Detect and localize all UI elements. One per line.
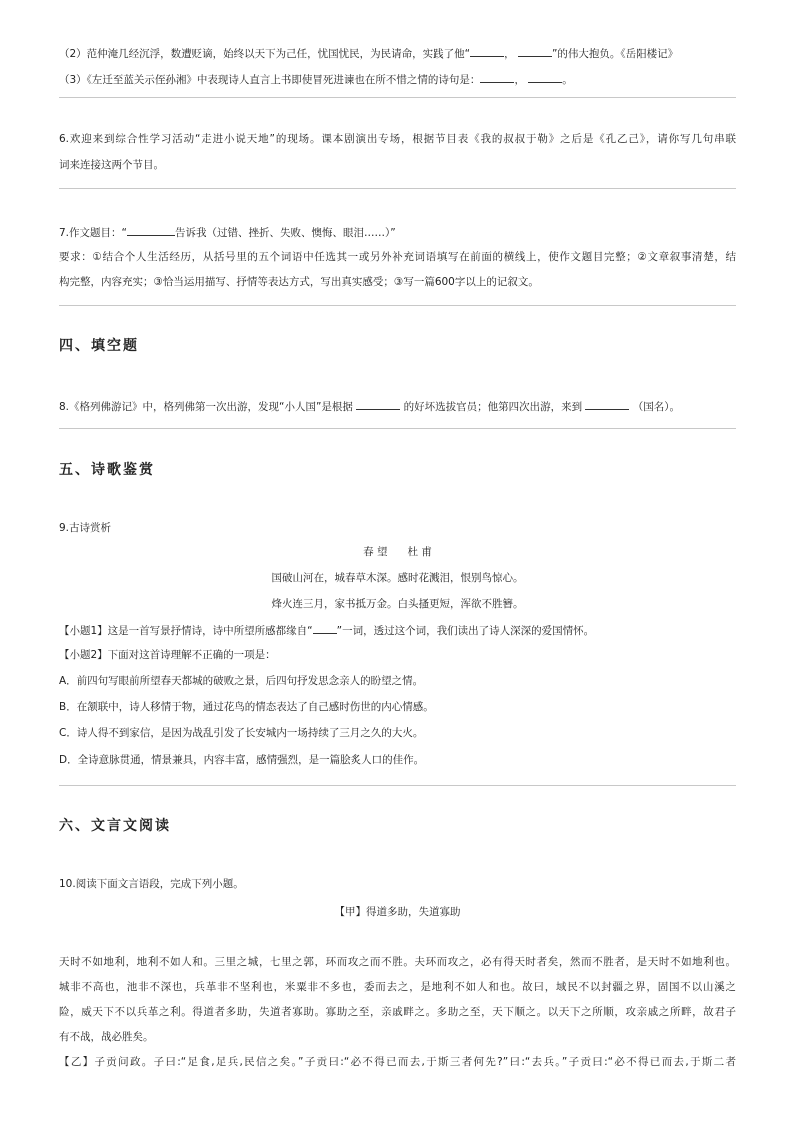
answer-blank[interactable] — [356, 398, 400, 410]
divider — [59, 188, 736, 189]
q5-line3-mid: ， — [514, 74, 525, 86]
q7-requirement-1: 要求：①结合个人生活经历，从括号里的五个词语中任选其一或另外补充词语填写在前面的横线上，使作文题目完整；②文章叙事清楚，结 — [59, 251, 736, 263]
q7-title — [59, 224, 396, 240]
section-heading-poetry: 五、诗歌鉴赏 — [59, 462, 155, 478]
q7-title-pre: 7.作文题目：“ — [59, 227, 127, 239]
answer-blank[interactable] — [127, 224, 175, 236]
q8-line — [59, 398, 680, 414]
sub1-pre: 【小题1】这是一首写景抒情诗，诗中所望所感都缘自“ — [59, 625, 313, 637]
passage-jia-line-4: 有不战，战必胜矣。 — [59, 1031, 154, 1043]
passage-jia-line-2: 城非不高也，池非不深也，兵革非不坚利也，米粟非不多也，委而去之，是地利不如人和也。故曰，域民不以封疆之界，固国不以山溪之 — [59, 981, 736, 993]
q9-option-c: C．诗人得不到家信，是因为战乱引发了长安城内一场持续了三月之久的大火。 — [59, 727, 424, 739]
q5-line2-post: ”的伟大抱负。《岳阳楼记》 — [551, 48, 679, 60]
divider — [59, 785, 736, 786]
q7-title-post: 告诉我（过错、挫折、失败、懊悔、眼泪……）” — [174, 227, 396, 239]
passage-jia-line-1: 天时不如地利，地利不如人和。三里之城，七里之郭，环而攻之而不胜。夫环而攻之，必有得天时者矣，然而不胜者，是天时不如地利也。 — [59, 956, 736, 968]
q9-option-d: D．全诗意脉贯通，情景兼具，内容丰富，感情强烈，是一篇脍炙人口的佳作。 — [59, 754, 425, 766]
section-heading-fill-in: 四、填空题 — [59, 338, 139, 354]
q9-label: 9.古诗赏析 — [59, 522, 112, 534]
q5-line3-post: 。 — [562, 74, 573, 86]
q5-line-3 — [59, 71, 573, 87]
answer-blank[interactable] — [480, 71, 514, 83]
poem-author: 杜 甫 — [407, 546, 432, 558]
q10-label: 10.阅读下面文言语段，完成下列小题。 — [59, 878, 244, 890]
q8-post: （国名）。 — [632, 401, 681, 413]
poem-line-1: 国破山河在，城春草木深。感时花溅泪，恨别鸟惊心。 — [271, 572, 524, 584]
answer-blank[interactable] — [313, 622, 337, 634]
q9-option-b: B．在颔联中，诗人移情于物，通过花鸟的情态表达了自己感时伤世的内心情感。 — [59, 701, 434, 713]
divider — [59, 305, 736, 306]
q8-pre: 8.《格列佛游记》中，格列佛第一次出游，发现“小人国”是根据 — [59, 401, 353, 413]
passage-yi-line-1: 【乙】子贡问政。子曰:“足食,足兵,民信之矣。”子贡曰:“必不得已而去,于斯三者何先?”曰:“去兵。”子贡曰:“必不得已而去,于斯二者 — [59, 1056, 736, 1068]
q5-line3-pre: （3）《左迁至蓝关示侄孙湘》中表现诗人直言上书即使冒死进谏也在所不惜之情的诗句是： — [59, 74, 481, 86]
divider — [59, 428, 736, 429]
answer-blank[interactable] — [528, 71, 562, 83]
q7-requirement-2: 构完整，内容充实；③恰当运用描写、抒情等表达方式，写出真实感受；③写一篇600字以上的记叙文。 — [59, 276, 539, 288]
answer-blank[interactable] — [470, 45, 504, 57]
q9-subquestion-1 — [59, 622, 594, 638]
section-heading-classical-chinese: 六、文言文阅读 — [59, 818, 171, 834]
answer-blank[interactable] — [585, 398, 629, 410]
poem-title: 春 望 — [363, 546, 388, 558]
q9-option-a: A．前四句写眼前所望春天都城的破败之景，后四句抒发思念亲人的盼望之情。 — [59, 675, 424, 687]
q6-line-2: 词来连接这两个节目。 — [59, 159, 164, 171]
passage-jia-title: 【甲】得道多助，失道寡助 — [334, 906, 461, 918]
q8-mid: 的好坏选拔官员；他第四次出游，来到 — [403, 401, 583, 413]
q9-subquestion-2: 【小题2】下面对这首诗理解不正确的一项是： — [59, 649, 276, 661]
passage-jia-line-3: 险，威天下不以兵革之利。得道者多助，失道者寡助。寡助之至，亲戚畔之。多助之至，天下顺之。以天下之所顺，攻亲戚之所畔，故君子 — [59, 1006, 736, 1018]
q5-line2-mid: ， — [504, 48, 515, 60]
q6-line-1: 6.欢迎来到综合性学习活动“走进小说天地”的现场。课本剧演出专场，根据节目表《我的叔叔于勒》之后是《孔乙己》，请你写几句串联 — [59, 133, 736, 145]
q5-line-2 — [59, 45, 678, 61]
poem-line-2: 烽火连三月，家书抵万金。白头搔更短，浑欲不胜簪。 — [271, 598, 524, 610]
divider — [59, 97, 736, 98]
poem-heading — [59, 545, 736, 559]
answer-blank[interactable] — [518, 45, 552, 57]
sub1-post: ”一词，透过这个词，我们读出了诗人深深的爱国情怀。 — [336, 625, 595, 637]
q5-line2-pre: （2）范仲淹几经沉浮，数遭贬谪，始终以天下为己任，忧国忧民，为民请命，实践了他“ — [59, 48, 471, 60]
